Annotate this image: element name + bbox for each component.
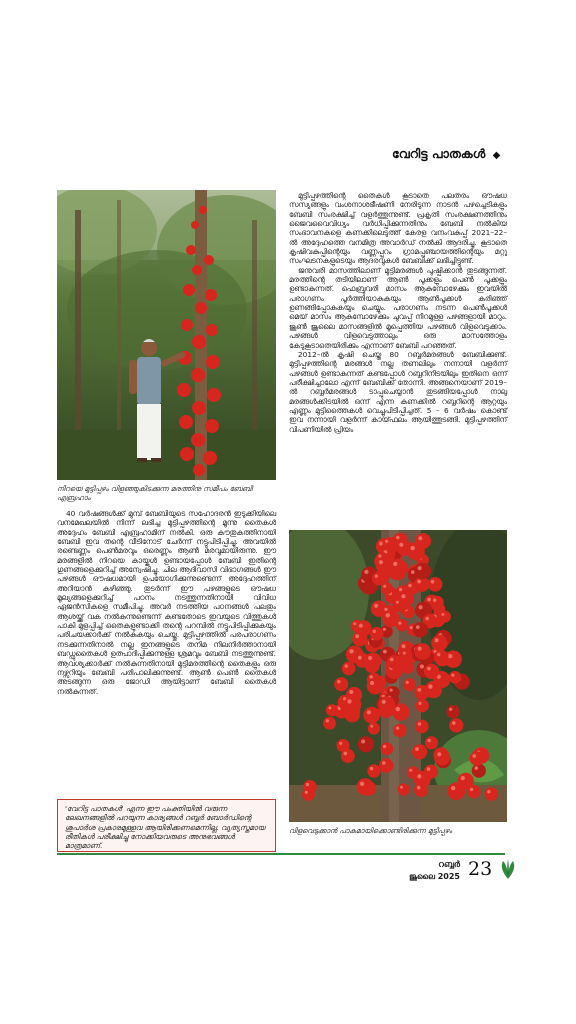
berry xyxy=(334,677,348,691)
berry-highlight xyxy=(367,710,371,714)
berry xyxy=(470,751,484,765)
right-paragraph: ജനുവരി മാസത്തിലാണ് മുട്ടിമരങ്ങൾ പുഷ്പിക്കാൻ തുടങ്ങുന്നത്. മരത്തിന്റെ തടിയിലാണ് ആൺ പൂക്കളും പെൺ പൂക്കളും ഉണ്ടാകുന്നത്. ഫെബ്രുവരി മാസം ആകുമ്പോഴേക്കും ഇവയിൽ പരാഗണം പൂർത്തിയാകുകയും ആൺപൂക്കൾ കരിഞ്ഞ് ഉണങ്ങിപ്പോകുകയും ചെയ്യും. പരാഗണം നടന്ന പെൺപൂക്കൾ മെയ് മാസം ആകുമ്പോഴേക്കും ചുവപ്പ് നിറമുള്ള പഴങ്ങളായി മാറും. ജൂൺ ജൂലൈ മാസങ്ങളിൽ മൂപ്പെത്തിയ പഴങ്ങൾ വിളവെടുക്കാം. പഴങ്ങൾ വിളവെടുത്താലും ഒരു മാസത്തോളം കേടുകൂടാതെയിരിക്കും എന്നാണ് ബേബി പറഞ്ഞത്. xyxy=(289,265,507,350)
berry xyxy=(302,788,315,801)
berry-highlight xyxy=(396,601,399,604)
berry-highlight xyxy=(427,767,431,771)
left-paragraph: 40 വർഷങ്ങൾക്ക് മുമ്പ് ബേബിയുടെ സഹോദരൻ ഇടുക്കിയിലെ വനമേഖലയിൽ നിന്ന് ലഭിച്ച മുട്ടിപ്പഴത്തിന്റെ മൂന്നു തൈകൾ അദ്ദേഹം ബേബി എബ്രഹാമിന് നൽകി. ഒരു കൗതുകത്തിനായി ബേബി ഇവ തന്റെ വീടിനോട് ചേർന്ന് നട്ടുപിടിപ്പിച്ചു. അവയിൽ രണ്ടെണ്ണം പെൺമരവും ഒരെണ്ണം ആൺ മരവുമായിരുന്നു. ഈ മരങ്ങളിൽ നിറയെ കായ്കൾ ഉണ്ടായപ്പോൾ ബേബി ഇതിന്റെ ഗുണങ്ങളെക്കുറിച്ച് അന്വേഷിച്ചു. ചില ആദിവാസി വിഭാഗങ്ങൾ ഈ പഴങ്ങൾ ഔഷധമായി ഉപയോഗിക്കുന്നുണ്ടെന്ന് അദ്ദേഹത്തിന് അറിയാൻ കഴിഞ്ഞു. തുടർന്ന് ഈ പഴങ്ങളുടെ ഔഷധ മൂല്യങ്ങളെക്കുറിച്ച് പഠനം നടത്തുന്നതിനായി വിവിധ ഏജൻസികളെ സമീപിച്ചു. അവർ നടത്തിയ പഠനങ്ങൾ പലതും ആശയ്ക്ക് വക നൽകുന്നുണ്ടെന്ന് കണ്ടതോടെ ഇവയുടെ വിത്തുകൾ പാകി മുളപ്പിച്ച് തൈകളുണ്ടാക്കി തന്റെ പറമ്പിൽ നട്ടുപിടിപ്പിക്കുകയും പരിചയക്കാർക്ക് നൽകുകയും ചെയ്തു. മുട്ടിപ്പഴത്തിൽ പരപരാഗണം നടക്കുന്നതിനാൽ നല്ല ഇനങ്ങളുടെ തനിമ നിലനിർത്താനായി ബഡ്ഡുതൈകൾ ഉത്പാദിപ്പിക്കുന്നുള്ള ശ്രമവും ബേബി നടത്തുന്നുണ്ട്. ആവശ്യക്കാർക്ക് നൽകുന്നതിനായി മുട്ടിമരത്തിന്റെ തൈകളും ഒരു നഴ്സറിയും ബേബി പരിപാലിക്കുന്നുണ്ട്. ആൺ പെൺ തൈകൾ അടങ്ങുന്ന ഒരു ജോഡി ആയിട്ടാണ് ബേബി തൈകൾ നൽകുന്നത്. xyxy=(57,509,276,696)
berry xyxy=(344,696,361,713)
berry xyxy=(424,765,438,779)
berry xyxy=(428,577,443,592)
berry-highlight xyxy=(428,684,432,688)
berry-highlight xyxy=(398,622,401,625)
berry xyxy=(326,704,338,716)
berry-highlight xyxy=(382,700,386,704)
berry-highlight xyxy=(418,702,421,705)
berry xyxy=(368,722,380,734)
berry-highlight xyxy=(410,626,413,629)
berry xyxy=(449,671,462,684)
berry xyxy=(467,785,480,798)
berry-highlight xyxy=(425,617,429,621)
berry xyxy=(370,627,383,640)
berry-highlight xyxy=(461,776,465,780)
berry xyxy=(412,744,427,759)
berry xyxy=(323,717,336,730)
photo-fruit-cluster xyxy=(289,530,507,822)
left-column xyxy=(57,509,276,696)
berry-highlight xyxy=(411,570,415,574)
berry-highlight xyxy=(433,599,436,602)
berry-highlight xyxy=(451,674,454,677)
berry-highlight xyxy=(417,688,421,692)
berry-highlight xyxy=(386,613,390,617)
berry xyxy=(387,655,401,669)
berry-highlight xyxy=(390,689,393,692)
footer-date: ജൂലൈ 2025 xyxy=(408,872,460,881)
disclaimer-note: 'വേറിട്ട പാതകൾ' എന്ന ഈ പംക്തിയിൽ വരുന്ന ലേഖനങ്ങളിൽ പറയുന്ന കാര്യങ്ങൾ റബ്ബർ ബോർഡിന്റെ ശുപാർശ പ്രകാരമുള്ളവ ആയിരിക്കണമെന്നില്ല. വ്യത്യസ്തമായ രീതികൾ പരീക്ഷിച്ചു നോക്കിയവരുടെ അനുഭവങ്ങൾ മാത്രമാണ്. xyxy=(57,799,276,852)
berry-highlight xyxy=(382,761,386,765)
berry-highlight xyxy=(419,605,423,609)
berry xyxy=(485,787,499,801)
diamond-icon: ◆ xyxy=(492,150,501,161)
berry xyxy=(367,764,380,777)
berry-highlight xyxy=(470,788,473,791)
berry-highlight xyxy=(437,752,441,756)
berry xyxy=(400,649,412,661)
berry xyxy=(424,664,439,679)
berry xyxy=(381,742,394,755)
berry-highlight xyxy=(472,754,476,758)
berry-highlight xyxy=(358,656,362,660)
berry-highlight xyxy=(417,774,421,778)
berry-highlight xyxy=(441,613,444,616)
berry-highlight xyxy=(400,786,403,789)
footer-magazine: റബ്ബർ xyxy=(438,860,460,870)
berry xyxy=(396,619,408,631)
berry xyxy=(434,650,449,665)
berry-highlight xyxy=(375,575,378,578)
berry-highlight xyxy=(373,630,376,633)
right-paragraph: മുട്ടിപ്പഴത്തിന്റെ തൈകൾ കൂടാതെ പലതരം ഔഷധ സസ്യങ്ങളും വംശനാശഭീഷണി നേരിടുന്ന നാടൻ പഴച്ചെടികളും ബേബി സംരക്ഷിച്ച് വളർത്തുന്നുണ്ട്. പ്രകൃതി സംരക്ഷണത്തിനും ജൈവവൈവിധ്യം വർധിപ്പിക്കുന്നതിനും ബേബി നൽകിയ സംഭാവനകളെ കണക്കിലെടുത്ത് കേരള വനംവകുപ്പ് 2021–22–ൽ അദ്ദേഹത്തെ വനമിത്ര അവാർഡ് നൽകി ആദരിച്ചു. കൂടാതെ കൃഷിവകുപ്പിന്റെയും വണ്ണപ്പുറം ഗ്രാമപ്പഞ്ചായത്തിന്റെയും മറ്റു സംഘടനകളുടെയും ആദരവുകൾ ബേബിക്ക് ലഭിച്ചിട്ടുണ്ട്. xyxy=(289,191,507,266)
berry-highlight xyxy=(368,656,372,660)
berry xyxy=(367,678,384,695)
berry-highlight xyxy=(396,726,399,729)
berry-highlight xyxy=(418,566,422,570)
berry-highlight xyxy=(345,664,348,667)
berry-highlight xyxy=(409,769,412,772)
berry-highlight xyxy=(415,747,419,751)
berry-highlight xyxy=(402,644,406,648)
berry xyxy=(342,662,356,676)
berry xyxy=(363,707,380,724)
berry-highlight xyxy=(383,650,387,654)
berry-highlight xyxy=(399,588,402,591)
berry xyxy=(448,782,466,800)
berry-highlight xyxy=(401,594,405,598)
berry xyxy=(341,749,355,763)
berry-highlight xyxy=(339,742,342,745)
berry xyxy=(393,598,405,610)
rubber-board-leaf-logo-icon xyxy=(497,858,519,884)
berry-highlight xyxy=(355,634,359,638)
berry xyxy=(376,557,393,574)
berry-highlight xyxy=(383,585,386,588)
berry-highlight xyxy=(408,584,411,587)
berry xyxy=(393,724,406,737)
berry-highlight xyxy=(417,786,421,790)
berry xyxy=(472,764,486,778)
berry-highlight xyxy=(427,598,431,602)
berry xyxy=(372,572,386,586)
berry-highlight xyxy=(449,708,452,711)
right-column xyxy=(289,191,507,434)
berry-highlight xyxy=(437,653,441,657)
berry-highlight xyxy=(393,562,397,566)
berry-highlight xyxy=(475,766,479,770)
berry xyxy=(430,596,443,609)
berry-highlight xyxy=(326,719,329,722)
footer-rule xyxy=(57,853,505,855)
berry xyxy=(439,611,451,623)
berry-highlight xyxy=(396,707,400,711)
berry-highlight xyxy=(418,536,422,540)
berry-highlight xyxy=(399,543,403,547)
berry xyxy=(416,699,429,712)
berry-highlight xyxy=(451,786,455,790)
berry-highlight xyxy=(306,783,309,786)
berry-highlight xyxy=(448,654,452,658)
berry-highlight xyxy=(353,622,356,625)
berry xyxy=(414,643,431,660)
berry-highlight xyxy=(349,690,353,694)
berry-highlight xyxy=(379,560,383,564)
berry-highlight xyxy=(418,647,422,651)
berry-highlight xyxy=(420,664,424,668)
berry xyxy=(358,736,374,752)
berry-highlight xyxy=(344,752,348,756)
berry-highlight xyxy=(364,570,368,574)
berry-highlight xyxy=(431,580,435,584)
berry xyxy=(398,783,410,795)
berry xyxy=(425,681,442,698)
berry xyxy=(431,635,447,651)
fruit-cluster-illustration xyxy=(289,530,507,822)
berry-highlight xyxy=(435,638,439,642)
berry-highlight xyxy=(361,740,365,744)
section-title: വേറിട്ട പാതകൾ xyxy=(392,146,486,161)
berry-highlight xyxy=(305,791,308,794)
berry-highlight xyxy=(390,658,394,662)
berry-highlight xyxy=(396,536,400,540)
berry-highlight xyxy=(328,707,331,710)
berry xyxy=(378,696,395,713)
berry-highlight xyxy=(374,604,378,608)
photo2-caption: വിളവെടുക്കാൻ പാകമായിക്കൊണ്ടിരിക്കുന്ന മുട്ടിപ്പഴം xyxy=(289,826,452,835)
berry-highlight xyxy=(337,680,340,683)
berry xyxy=(365,653,382,670)
berry xyxy=(449,718,463,732)
berry xyxy=(390,559,407,576)
berry-highlight xyxy=(416,625,420,629)
photo1-caption: നിറയെ മുട്ടിപ്പഴം വിളഞ്ഞുകിടക്കുന്ന മരത്തിനു സമീപം ബേബി എബ്രഹാം xyxy=(57,484,253,502)
berry xyxy=(413,622,428,637)
page-number: 23 xyxy=(468,858,493,880)
berry-highlight xyxy=(383,628,386,631)
berry-highlight xyxy=(406,681,409,684)
berry-highlight xyxy=(383,745,386,748)
berry-highlight xyxy=(360,782,364,786)
berry xyxy=(403,678,416,691)
berry xyxy=(415,720,429,734)
berry-highlight xyxy=(428,739,431,742)
berry-highlight xyxy=(347,699,351,703)
photo-farmer-with-tree xyxy=(57,190,276,480)
berry-highlight xyxy=(349,649,353,653)
section-header xyxy=(392,146,522,162)
berry-highlight xyxy=(403,652,406,655)
berry-highlight xyxy=(417,580,421,584)
berry-highlight xyxy=(418,722,421,725)
berry-highlight xyxy=(370,681,374,685)
berry xyxy=(357,778,374,795)
berry-highlight xyxy=(370,725,373,728)
berry-highlight xyxy=(385,540,388,543)
berry xyxy=(379,758,393,772)
right-paragraph: 2012–ൽ കൃഷി ചെയ്ത 80 റബ്ബർമരങ്ങൾ ബേബിക്കുണ്ട്. മുട്ടിപ്പഴത്തിന്റെ മരങ്ങൾ നല്ല തണലിലും നന്നായി വളർന്ന് പഴങ്ങൾ ഉണ്ടാകുന്നത് കണ്ടപ്പോൾ റബ്ബറിനിടയിലും ഇതിനെ ഒന്ന് പരീക്ഷിച്ചാലോ എന്ന് ബേബിക്ക് തോന്നി. അങ്ങനെയാണ് 2019–ൽ റബ്ബർമരങ്ങൾ ടാപ്പുചെയ്യാൻ തുടങ്ങിയപ്പോൾ നാലു മരങ്ങൾക്കിടയിൽ ഒന്ന് എന്ന കണക്കിൽ റബ്ബറിന്റെ ആറ്റയും എണ്ണം മുട്ടിത്തൈകൾ വെച്ചുപിടിപ്പിച്ചത്. 5 – 6 വർഷം കൊണ്ട് ഇവ നന്നായി വളർന്ന് കായ്ഫലം ആയിത്തുടങ്ങി. മുട്ടിപ്പഴത്തിന് വിപണിയിൽ പ്രിയം xyxy=(289,349,507,434)
berry-highlight xyxy=(370,767,373,770)
berry xyxy=(407,542,425,560)
berry-highlight xyxy=(452,721,456,725)
berry xyxy=(414,783,428,797)
berry xyxy=(446,705,459,718)
berry-highlight xyxy=(487,790,490,793)
berry xyxy=(434,749,450,765)
berry-highlight xyxy=(411,546,415,550)
berry-highlight xyxy=(359,624,363,628)
berry xyxy=(414,563,431,580)
berry xyxy=(356,620,372,636)
berry xyxy=(425,736,438,749)
berry-highlight xyxy=(427,667,431,671)
